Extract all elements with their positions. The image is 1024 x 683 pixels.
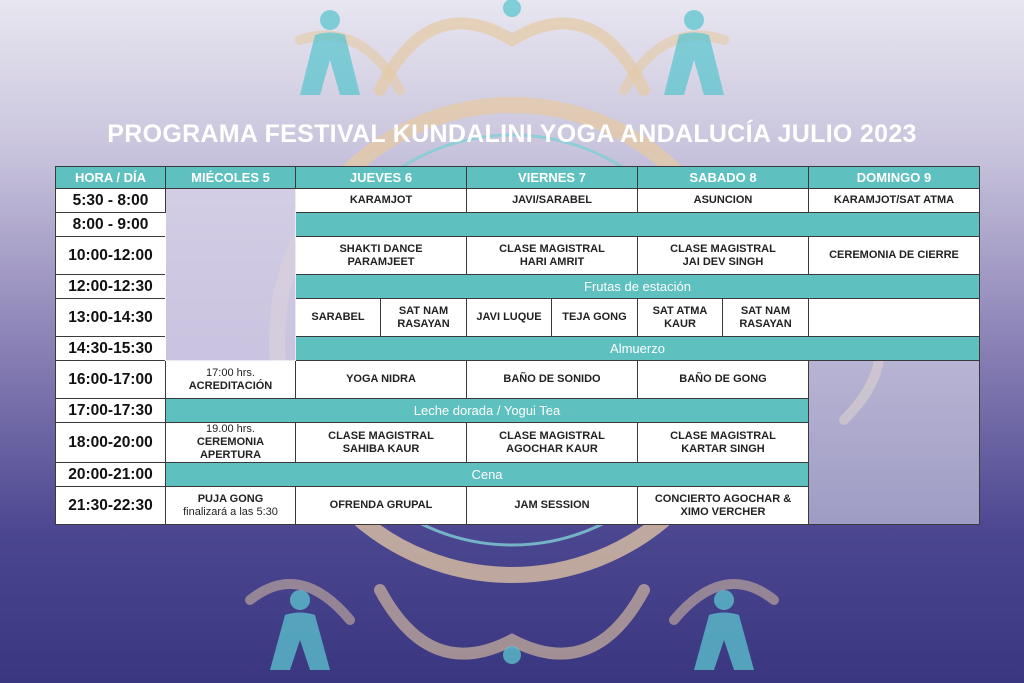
cell-miercoles-1800 xyxy=(166,423,296,463)
cell-line: SAT ATMA xyxy=(652,304,708,317)
cell-line: JAI DEV SINGH xyxy=(682,255,764,268)
cell-domingo-1300 xyxy=(809,299,980,337)
header-day-8: SABADO 8 xyxy=(638,167,809,189)
band-frutas: Frutas de estación xyxy=(296,275,980,299)
header-day-6: JUEVES 6 xyxy=(296,167,467,189)
page-title: PROGRAMA FESTIVAL KUNDALINI YOGA ANDALUCÍA JULIO 2023 xyxy=(107,120,917,148)
time-cell: 14:30-15:30 xyxy=(56,337,166,361)
time-cell: 17:00-17:30 xyxy=(56,399,166,423)
time-cell: 18:00-20:00 xyxy=(56,423,166,463)
time-cell: 5:30 - 8:00 xyxy=(56,189,166,213)
cell-jueves-2130: OFRENDA GRUPAL xyxy=(296,487,467,525)
wednesday-morning-empty xyxy=(166,189,296,361)
header-hora: HORA / DÍA xyxy=(56,167,166,189)
time-cell: 21:30-22:30 xyxy=(56,487,166,525)
cell-line: CLASE MAGISTRAL xyxy=(670,429,776,442)
cell-line: CLASE MAGISTRAL xyxy=(670,242,776,255)
cell-domingo-0530: KARAMJOT/SAT ATMA xyxy=(809,189,980,213)
cell-line: AGOCHAR KAUR xyxy=(506,442,598,455)
cell-jueves-1600: YOGA NIDRA xyxy=(296,361,467,399)
cell-sabado-1800 xyxy=(638,423,809,463)
cell-line: SAHIBA KAUR xyxy=(342,442,420,455)
cell-line: 17:00 hrs. xyxy=(206,366,255,379)
cell-viernes-1800 xyxy=(467,423,638,463)
time-cell: 13:00-14:30 xyxy=(56,299,166,337)
cell-line: finalizará a las 5:30 xyxy=(183,505,278,518)
band-leche-dorada: Leche dorada / Yogui Tea xyxy=(166,399,809,423)
cell-viernes-1000 xyxy=(467,237,638,275)
cell-miercoles-2130 xyxy=(166,487,296,525)
cell-line: CEREMONIA xyxy=(196,436,265,448)
row-1600 xyxy=(56,361,980,399)
time-cell: 10:00-12:00 xyxy=(56,237,166,275)
cell-jueves-0530: KARAMJOT xyxy=(296,189,467,213)
cell-line: CONCIERTO AGOCHAR & xyxy=(654,492,792,505)
cell-sabado-0530: ASUNCION xyxy=(638,189,809,213)
cell-line: CLASE MAGISTRAL xyxy=(499,242,605,255)
cell-line: RASAYAN xyxy=(739,317,792,330)
cell-jueves-1300-a: SARABEL xyxy=(296,299,381,337)
time-cell: 16:00-17:00 xyxy=(56,361,166,399)
header-day-7: VIERNES 7 xyxy=(467,167,638,189)
cell-sabado-2130 xyxy=(638,487,809,525)
time-cell: 12:00-12:30 xyxy=(56,275,166,299)
cell-line: 19.00 hrs. xyxy=(206,423,255,435)
header-day-5: MIÉCOLES 5 xyxy=(166,167,296,189)
cell-line: RASAYAN xyxy=(397,317,450,330)
cell-viernes-1300-a: JAVI LUQUE xyxy=(467,299,552,337)
header-row xyxy=(56,167,980,189)
cell-viernes-1300-b: TEJA GONG xyxy=(552,299,638,337)
cell-line: PUJA GONG xyxy=(197,492,264,505)
cell-line: HARI AMRIT xyxy=(519,255,585,268)
cell-sabado-1300-a xyxy=(638,299,723,337)
time-cell: 20:00-21:00 xyxy=(56,463,166,487)
cell-miercoles-1600 xyxy=(166,361,296,399)
cell-sabado-1000 xyxy=(638,237,809,275)
cell-line: XIMO VERCHER xyxy=(680,505,766,518)
cell-jueves-1300-b xyxy=(381,299,467,337)
cell-line: SAT NAM xyxy=(740,304,791,317)
cell-line: KARTAR SINGH xyxy=(681,442,765,455)
cell-sabado-1300-b xyxy=(723,299,809,337)
cell-sabado-1600: BAÑO DE GONG xyxy=(638,361,809,399)
cell-line: CLASE MAGISTRAL xyxy=(328,429,434,442)
cell-viernes-2130: JAM SESSION xyxy=(467,487,638,525)
domingo-evening-empty xyxy=(809,361,980,525)
cell-line: PARAMJEET xyxy=(347,255,415,268)
cell-jueves-1800 xyxy=(296,423,467,463)
row-0530 xyxy=(56,189,980,213)
cell-viernes-0530: JAVI/SARABEL xyxy=(467,189,638,213)
cell-line: SHAKTI DANCE xyxy=(339,242,423,255)
band-almuerzo: Almuerzo xyxy=(296,337,980,361)
cell-domingo-1000: CEREMONIA DE CIERRE xyxy=(809,237,980,275)
schedule-table xyxy=(55,166,980,525)
cell-line: ACREDITACIÓN xyxy=(188,379,273,392)
time-cell: 8:00 - 9:00 xyxy=(56,213,166,237)
cell-line: CLASE MAGISTRAL xyxy=(499,429,605,442)
cell-line: SAT NAM xyxy=(398,304,449,317)
band-0800 xyxy=(296,213,980,237)
cell-viernes-1600: BAÑO DE SONIDO xyxy=(467,361,638,399)
cell-jueves-1000 xyxy=(296,237,467,275)
cell-line: APERTURA xyxy=(199,449,262,461)
header-day-9: DOMINGO 9 xyxy=(809,167,980,189)
band-cena: Cena xyxy=(166,463,809,487)
cell-line: KAUR xyxy=(664,317,696,330)
